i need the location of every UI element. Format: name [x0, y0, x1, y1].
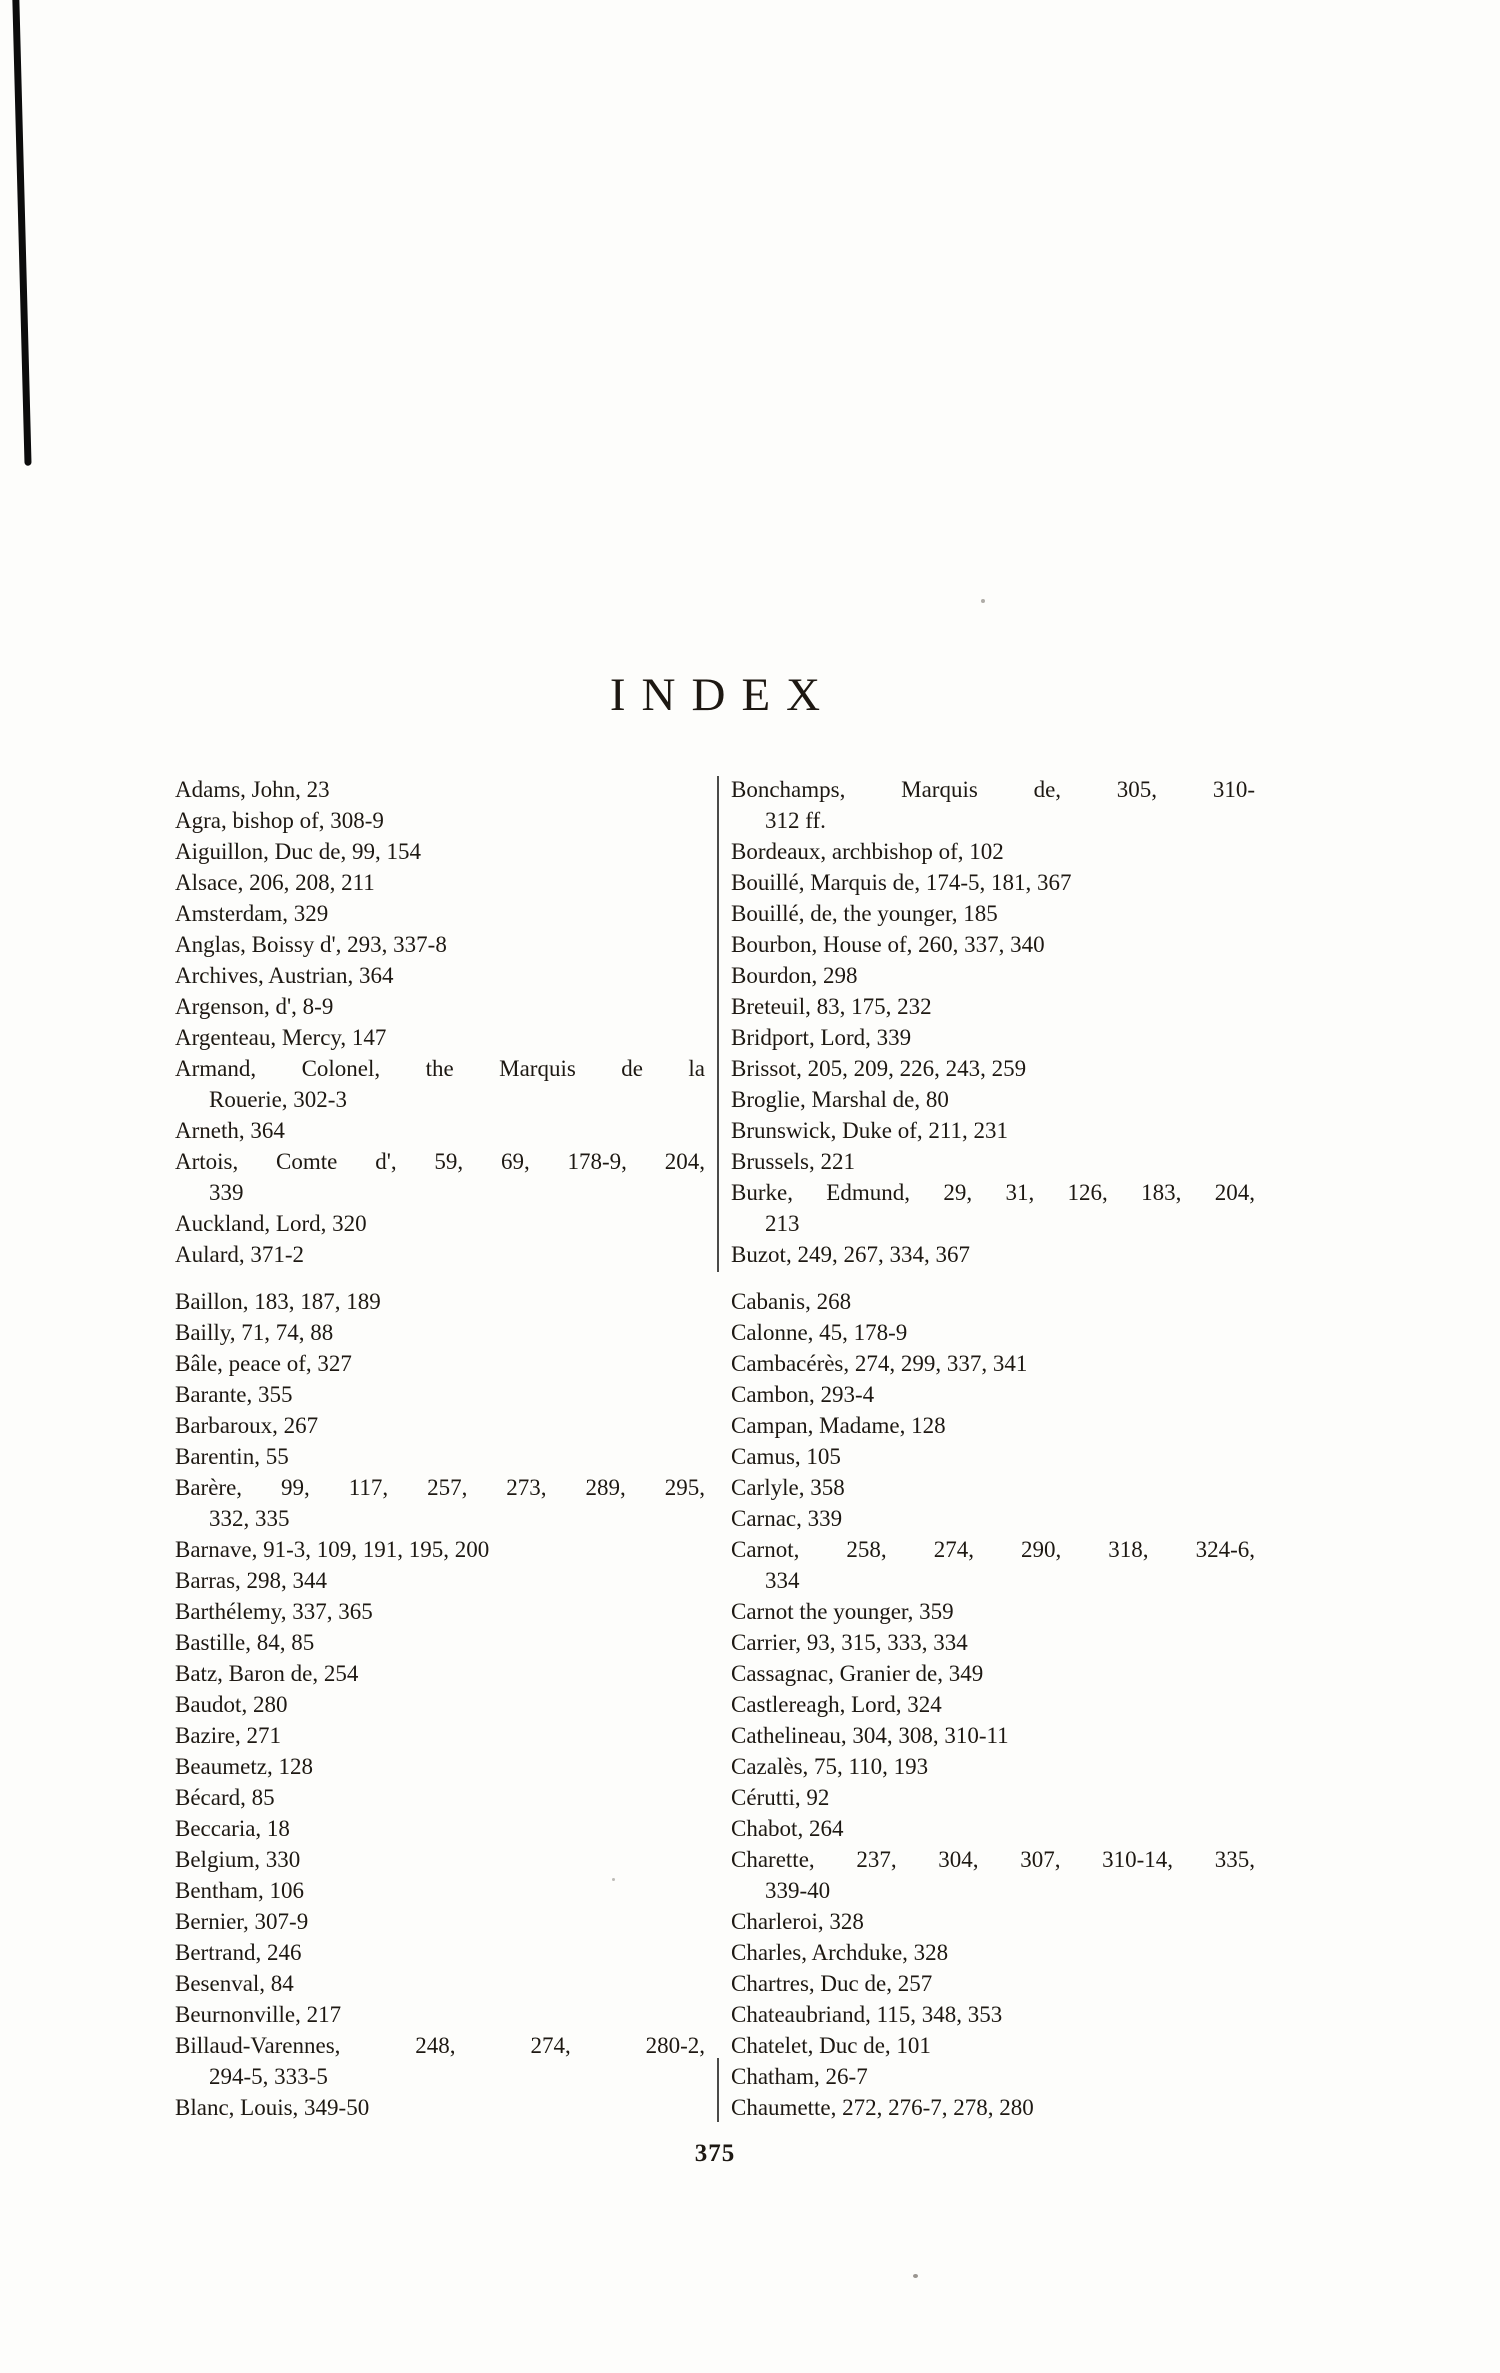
entry-line: Charles, Archduke, 328 — [731, 1940, 949, 1965]
entry-line: Castlereagh, Lord, 324 — [731, 1692, 942, 1717]
index-entry — [731, 1317, 1255, 1348]
entry-line: Barante, 355 — [175, 1382, 293, 1407]
index-entry — [731, 1286, 1255, 1317]
entry-line: Burke, Edmund, 29, 31, 126, 183, 204, — [731, 1180, 1255, 1205]
index-entry — [731, 1968, 1255, 1999]
entry-line: Besenval, 84 — [175, 1971, 294, 1996]
index-entry — [731, 836, 1255, 867]
index-entry — [731, 960, 1255, 991]
entry-line: Bailly, 71, 74, 88 — [175, 1320, 334, 1345]
entry-line: Armand, Colonel, the Marquis de la — [175, 1056, 705, 1081]
entry-line: Cérutti, 92 — [731, 1785, 830, 1810]
entry-line: Bécard, 85 — [175, 1785, 275, 1810]
entry-line: Cathelineau, 304, 308, 310-11 — [731, 1723, 1009, 1748]
scan-edge-artifact — [12, 0, 32, 466]
index-entry — [731, 1999, 1255, 2030]
index-entry — [175, 1782, 705, 1813]
entry-line: Barnave, 91-3, 109, 191, 195, 200 — [175, 1537, 490, 1562]
entry-line: Aulard, 371-2 — [175, 1242, 305, 1267]
entry-line: Broglie, Marshal de, 80 — [731, 1087, 949, 1112]
entry-line: 213 — [765, 1211, 800, 1236]
entry-line: Cassagnac, Granier de, 349 — [731, 1661, 984, 1686]
index-entry — [731, 1379, 1255, 1410]
index-entry — [731, 1720, 1255, 1751]
entry-line: Beccaria, 18 — [175, 1816, 290, 1841]
entry-line: Bentham, 106 — [175, 1878, 305, 1903]
index-entry — [175, 991, 705, 1022]
index-entry — [731, 1503, 1255, 1534]
index-entry — [731, 1239, 1255, 1270]
index-entry — [731, 1906, 1255, 1937]
entry-line: Cabanis, 268 — [731, 1289, 852, 1314]
index-entry — [731, 1177, 1255, 1239]
index-entry — [175, 1115, 705, 1146]
index-entry — [175, 1627, 705, 1658]
index-entry — [175, 960, 705, 991]
index-entry — [175, 1999, 705, 2030]
entry-line: Amsterdam, 329 — [175, 901, 329, 926]
entry-line: Breteuil, 83, 175, 232 — [731, 994, 932, 1019]
entry-line: Cambon, 293-4 — [731, 1382, 875, 1407]
scan-speck — [913, 2274, 918, 2278]
entry-line: Cazalès, 75, 110, 193 — [731, 1754, 929, 1779]
entry-line: Brunswick, Duke of, 211, 231 — [731, 1118, 1009, 1143]
index-group — [731, 774, 1255, 1270]
entry-line: Bonchamps, Marquis de, 305, 310- — [731, 777, 1255, 802]
index-entry — [731, 929, 1255, 960]
entry-line: Carnac, 339 — [731, 1506, 843, 1531]
index-entry — [731, 1813, 1255, 1844]
entry-line: Barras, 298, 344 — [175, 1568, 328, 1593]
entry-line: Arneth, 364 — [175, 1118, 285, 1143]
entry-line: Calonne, 45, 178-9 — [731, 1320, 908, 1345]
entry-line: Buzot, 249, 267, 334, 367 — [731, 1242, 970, 1267]
entry-line: Chateaubriand, 115, 348, 353 — [731, 2002, 1003, 2027]
scan-speck — [981, 599, 985, 603]
entry-line: 334 — [765, 1568, 800, 1593]
entry-line: Bertrand, 246 — [175, 1940, 302, 1965]
entry-line: Bouillé, de, the younger, 185 — [731, 901, 998, 926]
index-entry — [731, 1782, 1255, 1813]
index-entry — [731, 1751, 1255, 1782]
index-entry — [731, 1472, 1255, 1503]
index-entry — [175, 867, 705, 898]
index-group — [175, 1286, 705, 2123]
entry-line: Rouerie, 302-3 — [209, 1087, 347, 1112]
index-entry — [175, 1348, 705, 1379]
entry-line: Chaumette, 272, 276-7, 278, 280 — [731, 2095, 1034, 2120]
index-entry — [175, 805, 705, 836]
entry-line: Bourbon, House of, 260, 337, 340 — [731, 932, 1045, 957]
entry-line: Carnot the younger, 359 — [731, 1599, 954, 1624]
index-entry — [731, 1053, 1255, 1084]
index-group — [175, 774, 705, 1270]
entry-line: Auckland, Lord, 320 — [175, 1211, 367, 1236]
entry-line: Bernier, 307-9 — [175, 1909, 309, 1934]
entry-line: Brussels, 221 — [731, 1149, 855, 1174]
index-entry — [175, 1658, 705, 1689]
index-entry — [175, 1410, 705, 1441]
index-entry — [731, 1146, 1255, 1177]
index-entry — [175, 1441, 705, 1472]
entry-line: Bridport, Lord, 339 — [731, 1025, 912, 1050]
entry-line: Beaumetz, 128 — [175, 1754, 313, 1779]
index-entry — [175, 774, 705, 805]
entry-line: Adams, John, 23 — [175, 777, 330, 802]
index-group — [731, 1286, 1255, 2123]
entry-line: 312 ff. — [765, 808, 826, 833]
index-entry — [175, 898, 705, 929]
index-entry — [175, 2092, 705, 2123]
index-entry — [731, 774, 1255, 836]
entry-line: Charleroi, 328 — [731, 1909, 864, 1934]
entry-line: Argenteau, Mercy, 147 — [175, 1025, 387, 1050]
index-entry — [175, 1720, 705, 1751]
entry-line: Chatelet, Duc de, 101 — [731, 2033, 931, 2058]
index-entry — [175, 1751, 705, 1782]
index-entry — [175, 1317, 705, 1348]
entry-line: Batz, Baron de, 254 — [175, 1661, 359, 1686]
entry-line: 339 — [209, 1180, 244, 1205]
entry-line: Bazire, 271 — [175, 1723, 282, 1748]
entry-line: Carlyle, 358 — [731, 1475, 845, 1500]
index-entry — [175, 1022, 705, 1053]
entry-line: Barère, 99, 117, 257, 273, 289, 295, — [175, 1475, 705, 1500]
entry-line: Chabot, 264 — [731, 1816, 844, 1841]
index-entry — [175, 1596, 705, 1627]
entry-line: Bâle, peace of, 327 — [175, 1351, 352, 1376]
page-number: 375 — [694, 2140, 736, 2167]
index-entry — [175, 929, 705, 960]
index-entry — [175, 1968, 705, 1999]
entry-line: Archives, Austrian, 364 — [175, 963, 394, 988]
entry-line: Billaud-Varennes, 248, 274, 280-2, — [175, 2033, 705, 2058]
entry-line: Brissot, 205, 209, 226, 243, 259 — [731, 1056, 1027, 1081]
entry-line: Agra, bishop of, 308-9 — [175, 808, 384, 833]
index-entry — [175, 1565, 705, 1596]
entry-line: Baudot, 280 — [175, 1692, 288, 1717]
entry-line: Blanc, Louis, 349-50 — [175, 2095, 370, 2120]
entry-line: Bastille, 84, 85 — [175, 1630, 315, 1655]
entry-line: Belgium, 330 — [175, 1847, 301, 1872]
entry-line: Anglas, Boissy d', 293, 337-8 — [175, 932, 447, 957]
index-entry — [731, 1022, 1255, 1053]
index-entry — [731, 2092, 1255, 2123]
entry-line: Carrier, 93, 315, 333, 334 — [731, 1630, 968, 1655]
index-entry — [175, 1239, 705, 1270]
index-entry — [731, 1084, 1255, 1115]
index-entry — [731, 991, 1255, 1022]
index-entry — [731, 1441, 1255, 1472]
index-entry — [731, 1844, 1255, 1906]
index-entry — [731, 1596, 1255, 1627]
entry-line: Chartres, Duc de, 257 — [731, 1971, 933, 1996]
index-entry — [731, 1348, 1255, 1379]
entry-line: Barthélemy, 337, 365 — [175, 1599, 373, 1624]
entry-line: Baillon, 183, 187, 189 — [175, 1289, 381, 1314]
page-title: INDEX — [609, 669, 837, 721]
index-entry — [731, 1627, 1255, 1658]
index-entry — [175, 836, 705, 867]
index-columns — [175, 774, 1255, 2123]
index-entry — [175, 1689, 705, 1720]
entry-line: Barbaroux, 267 — [175, 1413, 319, 1438]
index-entry — [731, 1658, 1255, 1689]
index-entry — [175, 1053, 705, 1115]
index-entry — [731, 1410, 1255, 1441]
entry-line: Charette, 237, 304, 307, 310-14, 335, — [731, 1847, 1255, 1872]
entry-line: Bouillé, Marquis de, 174-5, 181, 367 — [731, 870, 1072, 895]
entry-line: Aiguillon, Duc de, 99, 154 — [175, 839, 421, 864]
index-entry — [175, 1286, 705, 1317]
entry-line: Barentin, 55 — [175, 1444, 289, 1469]
entry-line: Bourdon, 298 — [731, 963, 858, 988]
entry-line: Argenson, d', 8-9 — [175, 994, 334, 1019]
entry-line: Camus, 105 — [731, 1444, 841, 1469]
entry-line: 339-40 — [765, 1878, 831, 1903]
entry-line: Artois, Comte d', 59, 69, 178-9, 204, — [175, 1149, 705, 1174]
index-entry — [175, 1906, 705, 1937]
index-entry — [175, 1379, 705, 1410]
entry-line: Cambacérès, 274, 299, 337, 341 — [731, 1351, 1028, 1376]
entry-line: Carnot, 258, 274, 290, 318, 324-6, — [731, 1537, 1255, 1562]
index-column-left — [175, 774, 705, 2123]
index-entry — [731, 2061, 1255, 2092]
index-entry — [731, 867, 1255, 898]
index-entry — [175, 1813, 705, 1844]
index-entry — [731, 898, 1255, 929]
entry-line: Beurnonville, 217 — [175, 2002, 342, 2027]
index-entry — [175, 1937, 705, 1968]
index-entry — [731, 2030, 1255, 2061]
index-entry — [175, 1875, 705, 1906]
index-entry — [175, 1146, 705, 1208]
index-entry — [175, 1844, 705, 1875]
entry-line: Chatham, 26-7 — [731, 2064, 868, 2089]
index-entry — [175, 1208, 705, 1239]
index-entry — [175, 1472, 705, 1534]
entry-line: 294-5, 333-5 — [209, 2064, 328, 2089]
page-content — [175, 669, 1255, 2123]
index-entry — [175, 1534, 705, 1565]
index-entry — [731, 1689, 1255, 1720]
entry-line: Alsace, 206, 208, 211 — [175, 870, 375, 895]
entry-line: 332, 335 — [209, 1506, 290, 1531]
index-entry — [731, 1937, 1255, 1968]
index-column-right — [731, 774, 1255, 2123]
index-entry — [731, 1534, 1255, 1596]
entry-line: Bordeaux, archbishop of, 102 — [731, 839, 1004, 864]
entry-line: Campan, Madame, 128 — [731, 1413, 946, 1438]
index-entry — [731, 1115, 1255, 1146]
index-entry — [175, 2030, 705, 2092]
